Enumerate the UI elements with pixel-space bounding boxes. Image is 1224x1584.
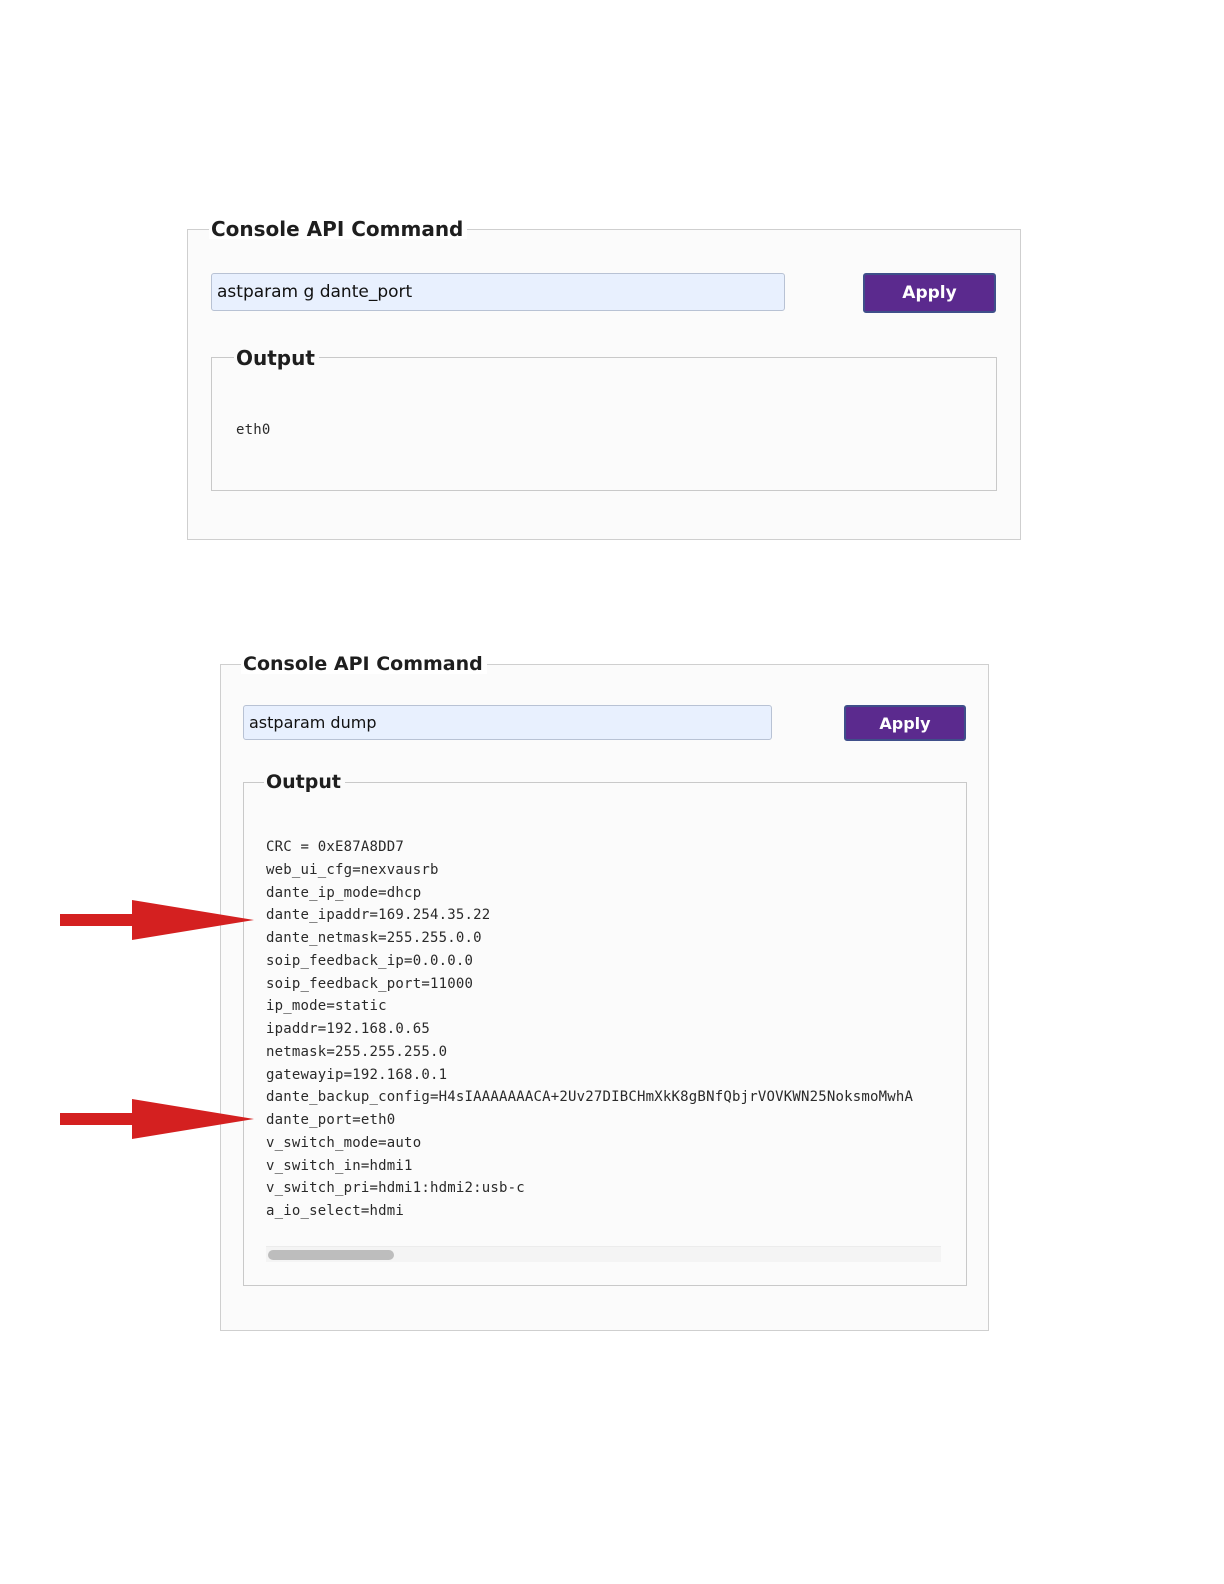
scrollbar-thumb[interactable] xyxy=(268,1250,394,1260)
output-title: Output xyxy=(234,348,319,368)
output-line: ipaddr=192.168.0.65 xyxy=(266,1021,430,1037)
panel-title: Console API Command xyxy=(241,655,487,674)
output-line: dante_ipaddr=169.254.35.22 xyxy=(266,907,491,924)
command-input[interactable] xyxy=(243,705,772,740)
output-line: v_switch_in=hdmi1 xyxy=(266,1157,413,1174)
output-line: dante_ip_mode=dhcp xyxy=(266,884,422,901)
panel-title: Console API Command xyxy=(209,219,467,239)
output-line: dante_netmask=255.255.0.0 xyxy=(266,930,482,946)
output-line: ip_mode=static xyxy=(266,998,387,1015)
output-line: v_switch_pri=hdmi1:hdmi2:usb-c xyxy=(266,1180,525,1197)
output-line: a_io_select=hdmi xyxy=(266,1203,405,1219)
output-line: netmask=255.255.255.0 xyxy=(266,1043,448,1060)
output-title: Output xyxy=(264,773,345,792)
output-line: eth0 xyxy=(236,422,271,438)
apply-button[interactable]: Apply xyxy=(863,273,996,313)
red-arrow-icon xyxy=(58,898,258,942)
command-input[interactable] xyxy=(211,273,785,311)
output-text xyxy=(236,419,976,443)
red-arrow-icon xyxy=(58,1097,258,1141)
output-line: v_switch_mode=auto xyxy=(266,1134,422,1151)
output-line: soip_feedback_ip=0.0.0.0 xyxy=(266,952,474,969)
output-line: web_ui_cfg=nexvausrb xyxy=(266,861,439,878)
output-line: dante_port=eth0 xyxy=(266,1112,396,1128)
horizontal-scrollbar[interactable] xyxy=(266,1246,941,1262)
output-line: CRC = 0xE87A8DD7 xyxy=(266,839,405,855)
output-line: dante_backup_config=H4sIAAAAAAACA+2Uv27DIBCHmXkK8gBNfQbjrVOVKWN25NoksmoMwhA xyxy=(266,1089,914,1106)
output-line: soip_feedback_port=11000 xyxy=(266,975,474,992)
output-text xyxy=(266,836,941,1228)
output-line: gatewayip=192.168.0.1 xyxy=(266,1066,448,1083)
apply-button[interactable]: Apply xyxy=(844,705,966,741)
